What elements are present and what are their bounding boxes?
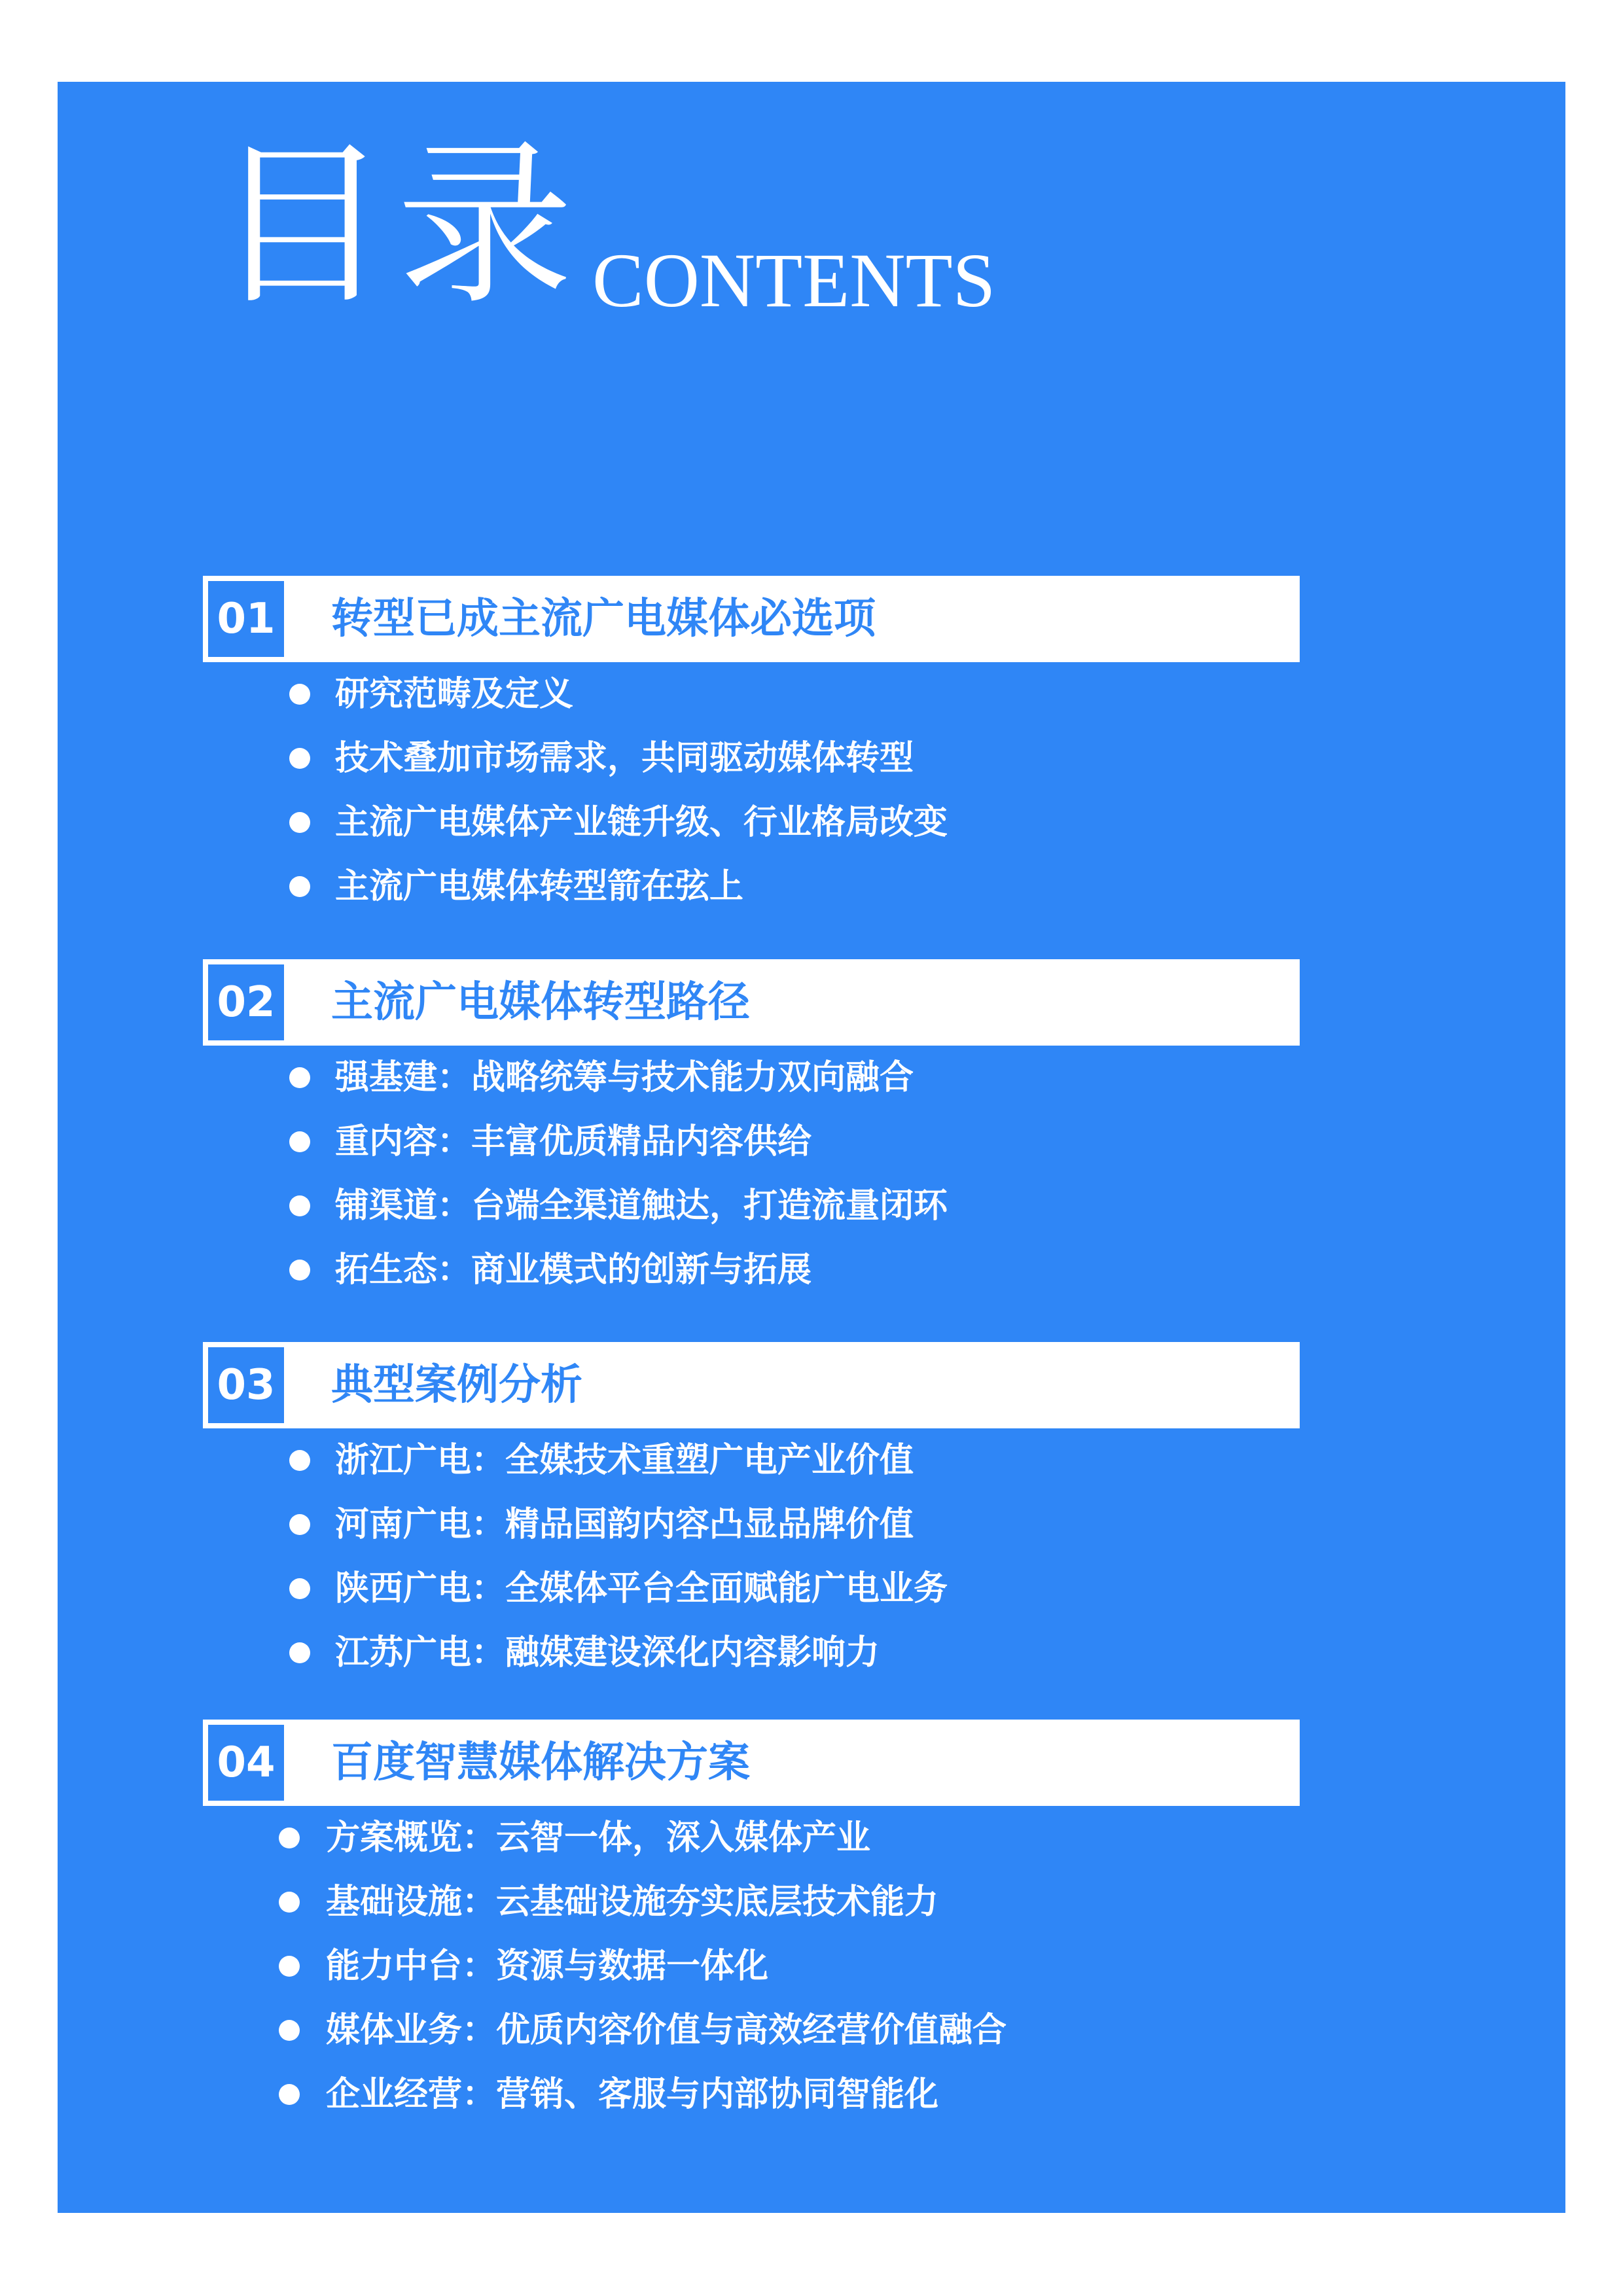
section-title: 典型案例分析 — [331, 1361, 582, 1409]
bullet-icon — [289, 876, 310, 897]
toc-item-label: 研究范畴及定义 — [335, 675, 574, 714]
section-header[interactable] — [203, 576, 1300, 662]
toc-item[interactable] — [203, 1428, 1300, 1492]
toc-section-01 — [203, 576, 1300, 919]
bullet-icon — [289, 1642, 310, 1663]
toc-item[interactable] — [203, 790, 1300, 855]
toc-item[interactable] — [203, 1621, 1300, 1685]
section-item-list — [203, 1428, 1300, 1685]
bullet-icon — [279, 1828, 300, 1848]
toc-item-label: 技术叠加市场需求，共同驱动媒体转型 — [335, 739, 914, 778]
section-item-list — [203, 662, 1300, 919]
toc-item[interactable] — [203, 1934, 1300, 1998]
page-subtitle: CONTENTS — [592, 238, 996, 323]
toc-item-label: 主流广电媒体产业链升级、行业格局改变 — [335, 803, 948, 842]
bullet-icon — [289, 1260, 310, 1280]
section-number: 01 — [208, 581, 284, 657]
section-item-list — [203, 1806, 1300, 2127]
bullet-icon — [289, 1195, 310, 1216]
toc-item-label: 媒体业务：优质内容价值与高效经营价值融合 — [326, 2011, 1007, 2050]
toc-item-label: 浙江广电：全媒技术重塑广电产业价值 — [335, 1441, 914, 1480]
toc-item[interactable] — [203, 1870, 1300, 1934]
section-item-list — [203, 1046, 1300, 1302]
toc-item-label: 拓生态：商业模式的创新与拓展 — [335, 1250, 812, 1290]
toc-item[interactable] — [203, 855, 1300, 919]
bullet-icon — [289, 1067, 310, 1088]
bullet-icon — [279, 2020, 300, 2041]
toc-item-label: 陕西广电：全媒体平台全面赋能广电业务 — [335, 1569, 948, 1608]
toc-item-label: 企业经营：营销、客服与内部协同智能化 — [326, 2075, 939, 2114]
section-header[interactable] — [203, 1720, 1300, 1806]
bullet-icon — [279, 2084, 300, 2105]
toc-item[interactable] — [203, 1046, 1300, 1110]
toc-item-label: 江苏广电：融媒建设深化内容影响力 — [335, 1633, 880, 1672]
page-title: 目录 — [213, 122, 580, 328]
bullet-icon — [289, 1450, 310, 1471]
toc-item-label: 主流广电媒体转型箭在弦上 — [335, 867, 744, 906]
section-header[interactable] — [203, 1342, 1300, 1428]
bullet-icon — [279, 1892, 300, 1913]
bullet-icon — [289, 1131, 310, 1152]
bullet-icon — [289, 684, 310, 705]
toc-section-03 — [203, 1342, 1300, 1685]
section-header[interactable] — [203, 959, 1300, 1046]
toc-item[interactable] — [203, 1492, 1300, 1557]
bullet-icon — [289, 748, 310, 769]
toc-item[interactable] — [203, 662, 1300, 726]
toc-item-label: 铺渠道：台端全渠道触达，打造流量闭环 — [335, 1186, 948, 1226]
bullet-icon — [289, 1514, 310, 1535]
section-number: 04 — [208, 1725, 284, 1801]
toc-item-label: 河南广电：精品国韵内容凸显品牌价值 — [335, 1505, 914, 1544]
section-title: 百度智慧媒体解决方案 — [331, 1739, 750, 1787]
bullet-icon — [279, 1956, 300, 1977]
toc-section-02 — [203, 959, 1300, 1302]
toc-item[interactable] — [203, 2062, 1300, 2127]
toc-item-label: 重内容：丰富优质精品内容供给 — [335, 1122, 812, 1161]
toc-section-04 — [203, 1720, 1300, 2127]
section-number: 02 — [208, 964, 284, 1040]
bullet-icon — [289, 812, 310, 833]
toc-item[interactable] — [203, 726, 1300, 790]
toc-item-label: 基础设施：云基础设施夯实底层技术能力 — [326, 1882, 939, 1922]
bullet-icon — [289, 1578, 310, 1599]
section-number: 03 — [208, 1347, 284, 1423]
toc-item[interactable] — [203, 1557, 1300, 1621]
section-title: 转型已成主流广电媒体必选项 — [331, 595, 876, 643]
toc-item-label: 能力中台：资源与数据一体化 — [326, 1947, 769, 1986]
toc-item-label: 强基建：战略统筹与技术能力双向融合 — [335, 1058, 914, 1097]
toc-item[interactable] — [203, 1110, 1300, 1174]
toc-item-label: 方案概览：云智一体，深入媒体产业 — [326, 1818, 871, 1858]
toc-item[interactable] — [203, 1998, 1300, 2062]
toc-item[interactable] — [203, 1174, 1300, 1238]
section-title: 主流广电媒体转型路径 — [331, 978, 750, 1027]
toc-item[interactable] — [203, 1238, 1300, 1302]
toc-item[interactable] — [203, 1806, 1300, 1870]
